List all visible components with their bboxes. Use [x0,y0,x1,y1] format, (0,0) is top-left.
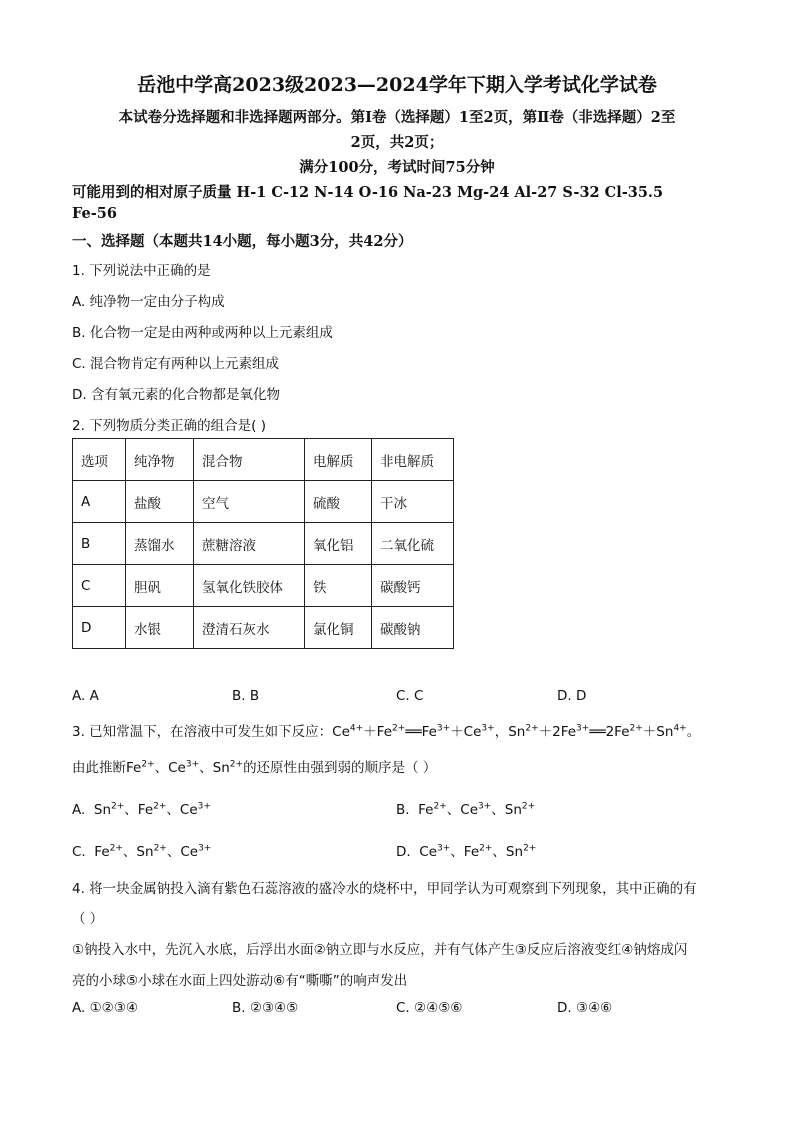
q3-stem-line2 [72,756,436,776]
q2-option-d: D. D [557,688,587,704]
table-cell: 硫酸 [305,481,372,523]
q4-stem-line2: （ ） [72,911,104,927]
q4-option-b: B. ②③④⑤ [232,1000,299,1016]
exam-info-line2: 2页，共2页； [350,134,444,151]
table-cell: C [73,565,126,607]
q3-option-b: B. $Fe^{2+}$、$Ce^{3+}$、$Sn^{2+}$ [396,801,536,818]
q3-stem-text: 3. 已知常温下，在溶液中可发生如下反应： [72,724,333,740]
table-cell: A [73,481,126,523]
exam-info-line1: 本试卷分选择题和非选择题两部分。第Ⅰ卷（选择题）1至2页，第Ⅱ卷（非选择题）2至 [118,109,676,126]
table-header-row [73,439,454,481]
table-header-cell: 选项 [73,439,126,481]
classification-table [72,438,454,649]
table-cell: D [73,607,126,649]
exam-title: 岳池中学高2023级2023—2024学年下期入学考试化学试卷 [137,74,657,96]
table-row [73,565,454,607]
table-cell: 碳酸钠 [372,607,454,649]
q1-option-c: C. 混合物肯定有两种以上元素组成 [72,356,280,372]
table-cell: 干冰 [372,481,454,523]
table-header-cell: 非电解质 [372,439,454,481]
q4-option-c: C. ②④⑤⑥ [396,1000,463,1016]
table-cell: 碳酸钙 [372,565,454,607]
q1-option-d: D. 含有氧元素的化合物都是氧化物 [72,387,280,403]
table-cell: 蔗糖溶液 [194,523,305,565]
exam-score-time: 满分100分，考试时间75分钟 [299,159,495,176]
table-cell: 胆矾 [126,565,194,607]
q4-observations-line2: 亮的小球⑤小球在水面上四处游动⑥有“嘶嘶”的响声发出 [72,973,408,989]
section-heading: 一、选择题（本题共14小题，每小题3分，共42分） [72,233,413,250]
table-cell: 铁 [305,565,372,607]
q3-option-d: D. $Ce^{3+}$、$Fe^{2+}$、$Sn^{2+}$ [396,843,537,860]
table-cell: 水银 [126,607,194,649]
q2-option-a: A. A [72,688,99,704]
q4-observations-line1: ①钠投入水中，先沉入水底，后浮出水面②钠立即与水反应，并有气体产生③反应后溶液变红④钠熔成闪 [72,942,688,958]
table-header-cell: 混合物 [194,439,305,481]
table-header-cell: 纯净物 [126,439,194,481]
q1-option-b: B. 化合物一定是由两种或两种以上元素组成 [72,325,333,341]
table-cell: 蒸馏水 [126,523,194,565]
q2-option-b: B. B [232,688,260,704]
table-cell: 氧化铝 [305,523,372,565]
q3-stem-line1 [72,720,700,740]
table-cell: 二氧化硫 [372,523,454,565]
table-row [73,523,454,565]
q2-option-c: C. C [396,688,424,704]
table-cell: 盐酸 [126,481,194,523]
q3-reactions: $Ce^{4+}+Fe^{2+}══Fe^{3+}+Ce^{3+}$，$Sn^{2+}+2Fe^{3+}══2Fe^{2+}+Sn^{4+}$。 [332,723,701,740]
table-row [73,481,454,523]
q3-ions: $Fe^{2+}$、$Ce^{3+}$、$Sn^{2+}$ [126,759,244,776]
table-row [73,607,454,649]
table-cell: 澄清石灰水 [194,607,305,649]
q4-option-d: D. ③④⑥ [557,1000,613,1016]
table-cell: 空气 [194,481,305,523]
atomic-masses-line1: 可能用到的相对原子质量 H-1 C-12 N-14 O-16 Na-23 Mg-24 Al-27 S-32 Cl-35.5 [72,184,664,201]
table-header-cell: 电解质 [305,439,372,481]
table-cell: 氯化铜 [305,607,372,649]
q3-option-c: C. $Fe^{2+}$、$Sn^{2+}$、$Ce^{3+}$ [72,843,212,860]
atomic-masses-line2: Fe-56 [72,205,117,222]
q4-stem-line1: 4. 将一块金属钠投入滴有紫色石蕊溶液的盛冷水的烧杯中，甲同学认为可观察到下列现象，其中正确的有 [72,881,697,897]
q3-stem-text: 由此推断 [72,760,126,776]
table-cell: B [73,523,126,565]
q2-stem: 2. 下列物质分类正确的组合是( ) [72,418,266,434]
q3-stem-text: 的还原性由强到弱的顺序是（ ） [243,760,437,776]
q3-option-a: A. $Sn^{2+}$、$Fe^{2+}$、$Ce^{3+}$ [72,801,211,818]
q1-stem: 1. 下列说法中正确的是 [72,263,211,279]
q1-option-a: A. 纯净物一定由分子构成 [72,294,225,310]
q4-option-a: A. ①②③④ [72,1000,138,1016]
table-cell: 氢氧化铁胶体 [194,565,305,607]
